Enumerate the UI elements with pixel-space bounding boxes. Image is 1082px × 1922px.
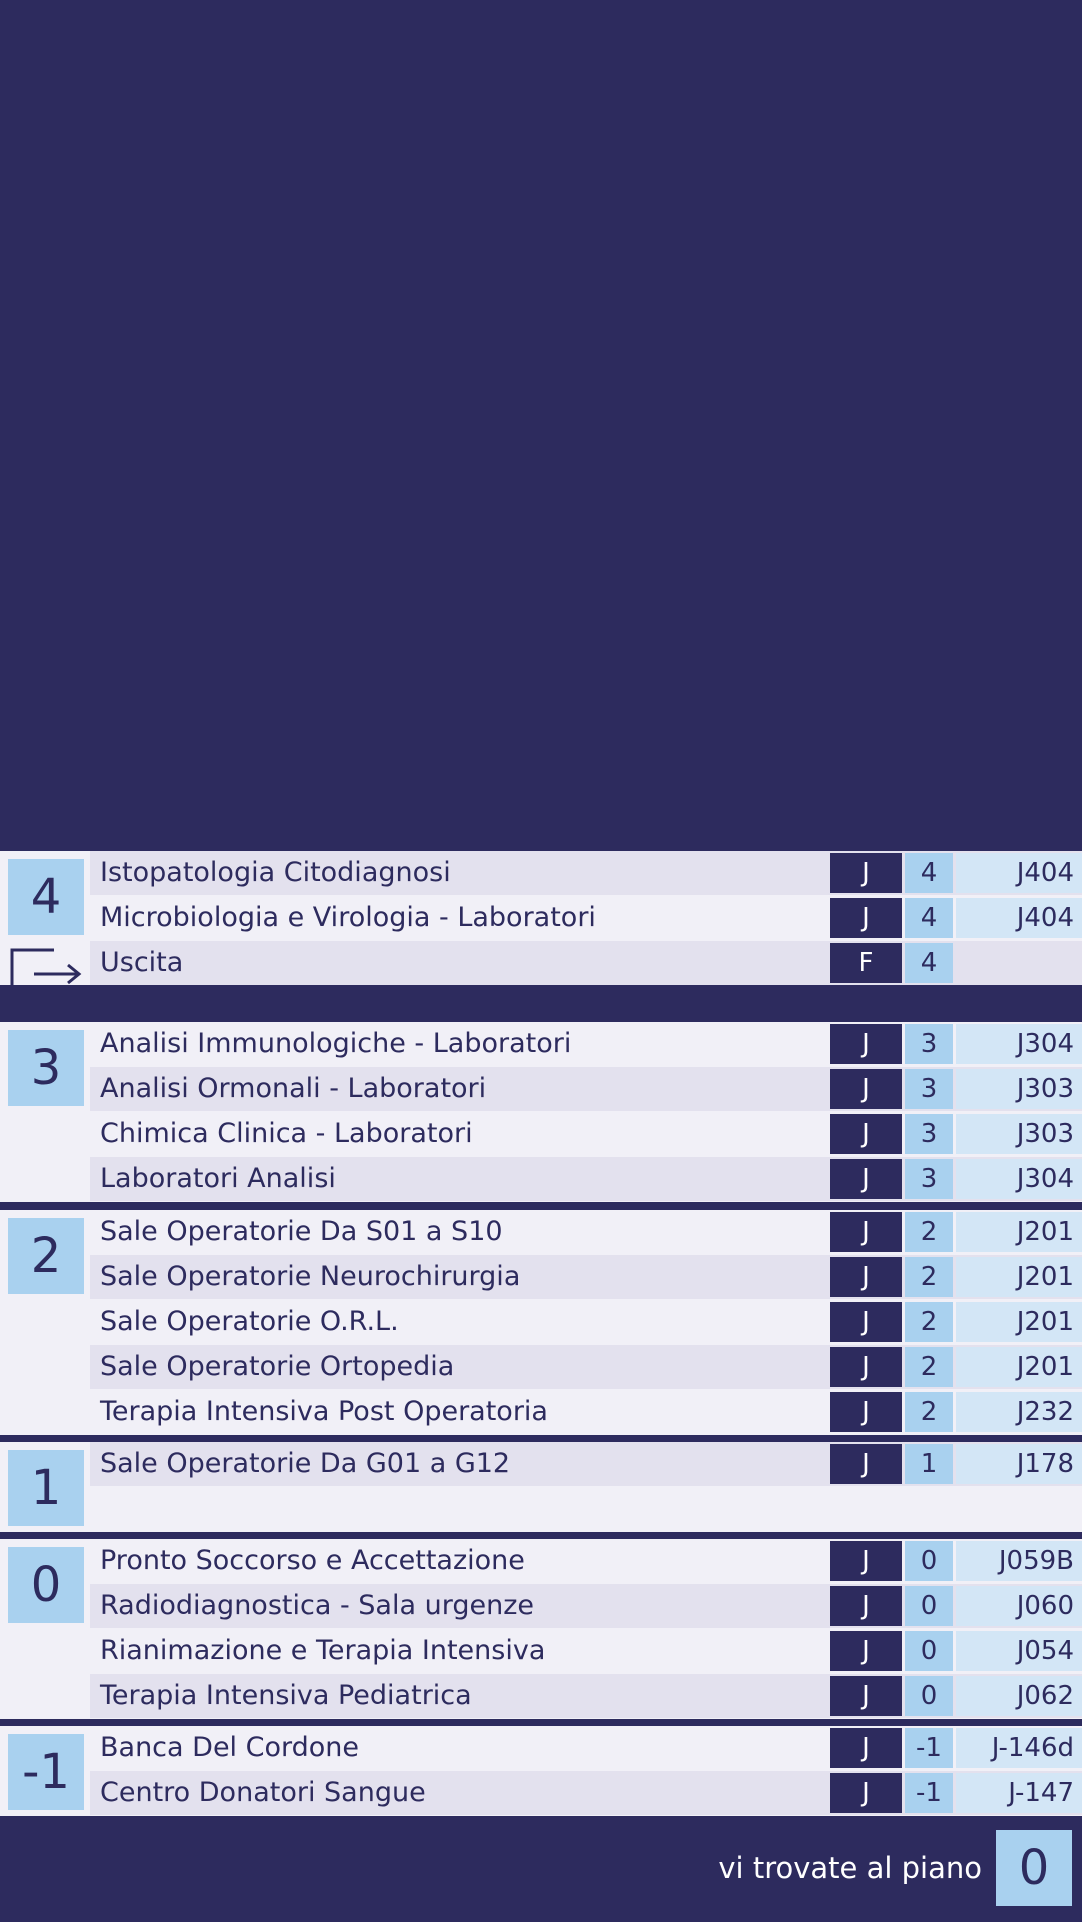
building-cell: J [830, 1069, 902, 1109]
department-name: Rianimazione e Terapia Intensiva [100, 1635, 546, 1666]
department-name: Centro Donatori Sangue [100, 1777, 426, 1808]
department-name: Sale Operatorie O.R.L. [100, 1306, 399, 1337]
building-cell: J [830, 1541, 902, 1581]
building-cell: J [830, 1676, 902, 1716]
floor-cell: 3 [905, 1069, 953, 1109]
room-cell: J060 [956, 1586, 1082, 1626]
room-cell: J201 [956, 1302, 1082, 1342]
room-cell: J059B [956, 1541, 1082, 1581]
directory-row [90, 1255, 1082, 1299]
building-cell: J [830, 1347, 902, 1387]
building-cell: F [830, 943, 902, 983]
directory-row [90, 1345, 1082, 1389]
department-name: Sale Operatorie Da G01 a G12 [100, 1448, 511, 1479]
room-cell: J304 [956, 1024, 1082, 1064]
room-cell [956, 943, 1082, 983]
department-name: Terapia Intensiva Pediatrica [100, 1680, 472, 1711]
department-name: Sale Operatorie Ortopedia [100, 1351, 455, 1382]
room-cell: J062 [956, 1676, 1082, 1716]
directory-row [90, 1726, 1082, 1770]
floor-cell: 4 [905, 853, 953, 893]
room-cell: J054 [956, 1631, 1082, 1671]
floor-group-2 [0, 1210, 1082, 1435]
directory-row [90, 1629, 1082, 1673]
department-name: Sale Operatorie Neurochirurgia [100, 1261, 521, 1292]
department-name: Analisi Immunologiche - Laboratori [100, 1028, 572, 1059]
directory-row [90, 1112, 1082, 1156]
floor-cell: -1 [905, 1773, 953, 1813]
floor-cell: 2 [905, 1392, 953, 1432]
department-name: Banca Del Cordone [100, 1732, 360, 1763]
department-name: Istopatologia Citodiagnosi [100, 857, 451, 888]
department-name: Chimica Clinica - Laboratori [100, 1118, 473, 1149]
directory-row [90, 1210, 1082, 1254]
building-cell: J [830, 1159, 902, 1199]
room-cell: J303 [956, 1069, 1082, 1109]
floor-badge: 2 [8, 1218, 84, 1294]
directory-row [90, 851, 1082, 895]
floor-cell: 3 [905, 1024, 953, 1064]
building-cell: J [830, 1114, 902, 1154]
building-cell: J [830, 898, 902, 938]
floor-cell: 2 [905, 1347, 953, 1387]
directory-row [90, 896, 1082, 940]
directory-row [90, 941, 1082, 985]
department-name: Microbiologia e Virologia - Laboratori [100, 902, 596, 933]
building-cell: J [830, 1024, 902, 1064]
directory-row [90, 1539, 1082, 1583]
floor-badge: 3 [8, 1030, 84, 1106]
directory-row [90, 1390, 1082, 1434]
floor-group-1 [0, 1442, 1082, 1532]
building-cell: J [830, 1257, 902, 1297]
directory-row [90, 1771, 1082, 1815]
directory-row [90, 1067, 1082, 1111]
directory-row [90, 1442, 1082, 1486]
floor-cell: 0 [905, 1586, 953, 1626]
room-cell: J201 [956, 1347, 1082, 1387]
floor-group-minus-1 [0, 1726, 1082, 1816]
floor-cell: 0 [905, 1676, 953, 1716]
room-cell: J303 [956, 1114, 1082, 1154]
department-name: Radiodiagnostica - Sala urgenze [100, 1590, 534, 1621]
building-cell: J [830, 1392, 902, 1432]
floor-badge: 1 [8, 1450, 84, 1526]
directory-row [90, 1584, 1082, 1628]
floor-cell: 4 [905, 898, 953, 938]
floor-cell: 0 [905, 1631, 953, 1671]
floor-cell: 2 [905, 1302, 953, 1342]
department-name: Laboratori Analisi [100, 1163, 336, 1194]
department-name: Terapia Intensiva Post Operatoria [100, 1396, 548, 1427]
building-cell: J [830, 1212, 902, 1252]
floor-cell: -1 [905, 1728, 953, 1768]
room-cell: J201 [956, 1257, 1082, 1297]
room-cell: J304 [956, 1159, 1082, 1199]
directory-row [90, 1674, 1082, 1718]
room-cell: J-147 [956, 1773, 1082, 1813]
directory-row [90, 1157, 1082, 1201]
room-cell: J404 [956, 898, 1082, 938]
room-cell: J232 [956, 1392, 1082, 1432]
department-name: Analisi Ormonali - Laboratori [100, 1073, 487, 1104]
room-cell: J404 [956, 853, 1082, 893]
floor-cell: 3 [905, 1114, 953, 1154]
floor-cell: 2 [905, 1257, 953, 1297]
department-name: Uscita [100, 947, 184, 978]
department-name: Sale Operatorie Da S01 a S10 [100, 1216, 503, 1247]
building-cell: J [830, 1631, 902, 1671]
floor-badge: 0 [8, 1547, 84, 1623]
floor-badge: 4 [8, 859, 84, 935]
building-cell: J [830, 853, 902, 893]
floor-cell: 3 [905, 1159, 953, 1199]
building-cell: J [830, 1586, 902, 1626]
floor-badge: -1 [8, 1734, 84, 1810]
floor-cell: 1 [905, 1444, 953, 1484]
floor-cell: 2 [905, 1212, 953, 1252]
room-cell: J-146d [956, 1728, 1082, 1768]
building-cell: J [830, 1773, 902, 1813]
current-floor-badge: 0 [996, 1830, 1072, 1906]
directory-row [90, 1300, 1082, 1344]
floor-group-3 [0, 1022, 1082, 1202]
floor-group-0 [0, 1539, 1082, 1719]
you-are-here-label: vi trovate al piano [718, 1851, 982, 1885]
building-cell: J [830, 1444, 902, 1484]
floor-group-4 [0, 851, 1082, 985]
room-cell: J201 [956, 1212, 1082, 1252]
floor-cell: 4 [905, 943, 953, 983]
department-name: Pronto Soccorso e Accettazione [100, 1545, 525, 1576]
building-cell: J [830, 1302, 902, 1342]
room-cell: J178 [956, 1444, 1082, 1484]
floor-cell: 0 [905, 1541, 953, 1581]
building-cell: J [830, 1728, 902, 1768]
exit-icon [8, 946, 84, 1002]
directory-row [90, 1022, 1082, 1066]
